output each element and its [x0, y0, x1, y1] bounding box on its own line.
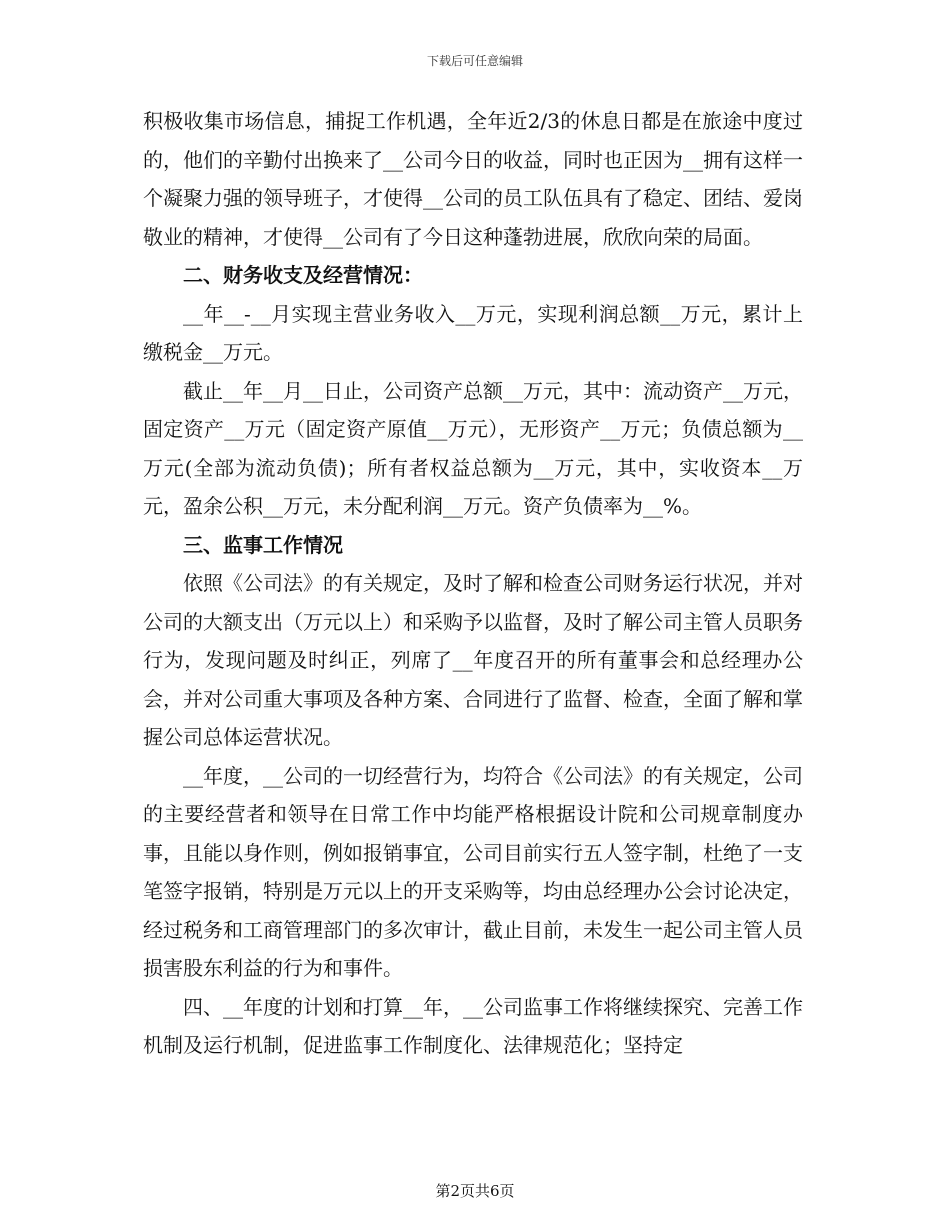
section-heading-finance: 二、财务收支及经营情况：	[183, 263, 423, 287]
paragraph-compliance: __年度，__公司的一切经营行为，均符合《公司法》的有关规定，公司的主要经营者和领导在日常工作中均能严格根据设计院和公司规章制度办事，且能以身作则，例如报销事宜，公司目前实行五人签字制，杜绝了一支笔签字报销，特别是万元以上的开支采购等，均由总经理办公会讨论决定，经过税务和工商管理部门的多次审计，截止目前，未发生一起公司主管人员损害股东利益的行为和事件。	[143, 763, 803, 980]
section-heading-supervision: 三、监事工作情况	[183, 532, 343, 557]
document-body	[143, 102, 803, 1065]
paragraph-revenue: __年__-__月实现主营业务收入__万元，实现利润总额__万元，累计上缴税金__万元。	[143, 301, 803, 364]
paragraph-assets: 截止__年__月__日止，公司资产总额__万元，其中：流动资产__万元，固定资产__万元（固定资产原值__万元），无形资产__万元；负债总额为__万元(全部为流动负债)；所有者权益总额为__万元，其中，实收资本__万元，盈余公积__万元，未分配利润__万元。资产负债率为__%。	[143, 378, 803, 518]
paragraph-supervision: 依照《公司法》的有关规定，及时了解和检查公司财务运行状况，并对公司的大额支出（万元以上）和采购予以监督，及时了解公司主管人员职务行为，发现问题及时纠正，列席了__年度召开的所有董事会和总经理办公会，并对公司重大事项及各种方案、合同进行了监督、检查，全面了解和掌握公司总体运营状况。	[143, 571, 803, 749]
page-footer: 第2页共6页	[435, 1182, 515, 1200]
page-header: 下载后可任意编辑	[426, 54, 523, 68]
paragraph-plan: 四、__年度的计划和打算__年，__公司监事工作将继续探究、完善工作机制及运行机制，促进监事工作制度化、法律规范化；坚持定	[143, 994, 803, 1057]
paragraph-intro: 积极收集市场信息，捕捉工作机遇，全年近2/3的休息日都是在旅途中度过的，他们的辛勤付出换来了__公司今日的收益，同时也正因为__拥有这样一个凝聚力强的领导班子，才使得__公司的员工队伍具有了稳定、团结、爱岗敬业的精神，才使得__公司有了今日这种蓬勃进展，欣欣向荣的局面。	[143, 109, 803, 249]
